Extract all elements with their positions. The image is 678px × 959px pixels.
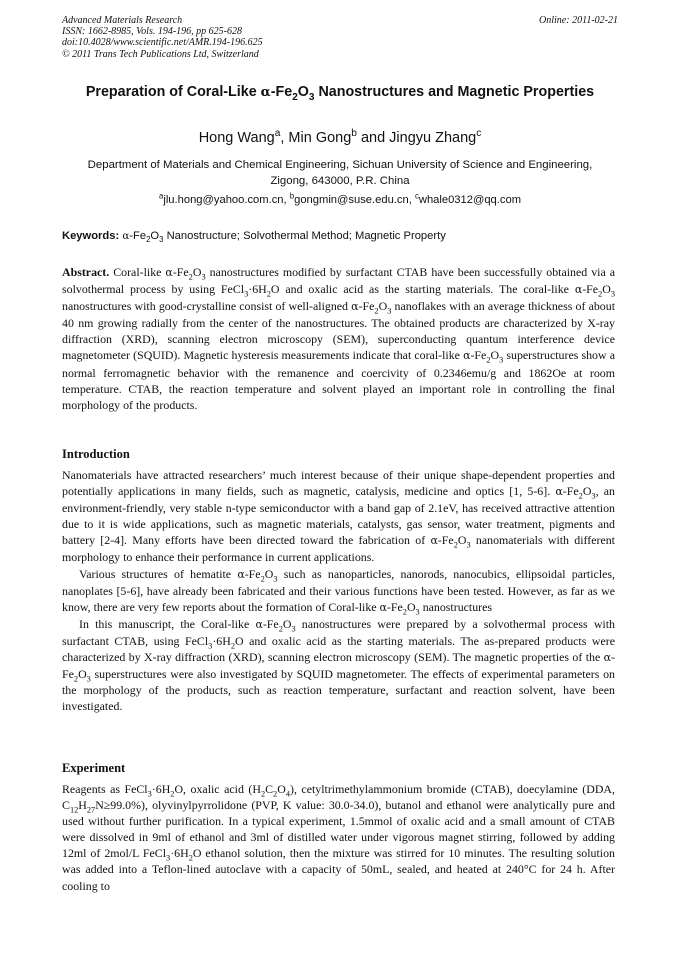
subscript: 3 [166, 853, 171, 863]
subscript: 4 [285, 789, 290, 799]
subscript: 2 [266, 289, 271, 299]
alpha-symbol: α [603, 651, 612, 665]
paragraph-text: O [264, 566, 274, 581]
abstract-text: O [490, 348, 500, 363]
paragraph-text: O [277, 782, 286, 796]
paragraph-text: O [282, 616, 292, 631]
author-name: Hong Wang [198, 130, 275, 146]
keyword-text: -Fe [129, 230, 147, 242]
paragraph-text: O, oxalic acid (H [174, 782, 261, 796]
paragraph-text: C [265, 782, 274, 796]
subscript: 3 [387, 306, 392, 316]
author-emails [62, 193, 618, 207]
subscript: 2 [188, 272, 193, 282]
superscript: a [274, 128, 281, 140]
abstract-text: superstructures show a normal ferromagnetic behavior with the remanence and coercivity of 0.2346emu/g and 1862Oe at room temperature. CTAB, the reaction temperature and solvent played an important role in controlling the final morphology of the products. [62, 348, 615, 412]
subscript: 2 [486, 355, 491, 365]
section-heading-introduction: Introduction [62, 447, 130, 461]
subscript: 3 [591, 491, 596, 501]
alpha-symbol: α [463, 349, 471, 363]
subscript: 3 [244, 289, 249, 299]
title-text: -Fe [270, 84, 293, 100]
paragraph-text: nanostructures were prepared by a solvothermal process with surfactant CTAB, using FeCl [62, 616, 615, 648]
subscript: 2 [598, 289, 603, 299]
superscript: b [351, 128, 357, 140]
subscript: 2 [273, 789, 278, 799]
paragraph-text: N≥99.0%), olyvinylpyrrolidone (PVP, K value: 30.0-34.0), butanol and ethanol were analytically pure and used without further purification. In a typical experiment, 1.5mmol of oxalic acid and a small amount of CTAB were dissolved in 9ml of ethanol and 3ml of distilled water under vigorous magnet stirring, followed by adding 12ml of 2mol/L FeCl [62, 798, 615, 861]
subscript: 27 [86, 805, 96, 815]
keywords [62, 229, 618, 243]
subscript: 2 [402, 607, 407, 617]
abstract-text: O [378, 299, 388, 314]
keywords-label: Keywords: [62, 230, 120, 242]
affiliation-line: Zigong, 643000, P.R. China [270, 175, 410, 187]
subscript: 2 [170, 789, 175, 799]
introduction-section [62, 467, 615, 714]
superscript: a [158, 191, 164, 201]
subscript: 2 [292, 91, 298, 103]
alpha-symbol: α [351, 300, 359, 314]
keyword-text: O [150, 230, 160, 242]
paragraph-text: O [78, 667, 87, 682]
paragraph-text: Reagents as FeCl [62, 782, 148, 796]
subscript: 2 [278, 624, 283, 634]
publication-header [62, 15, 618, 60]
title-text: O [297, 84, 309, 100]
author-name: , Min Gong [280, 130, 352, 146]
paragraph-text: O [406, 599, 416, 614]
section-heading-experiment: Experiment [62, 761, 126, 775]
subscript: 3 [159, 235, 164, 245]
subscript: 3 [466, 540, 471, 550]
experiment-section [62, 781, 615, 894]
alpha-symbol: α [379, 600, 387, 614]
online-date: Online: 2011-02-21 [539, 15, 618, 26]
copyright-line: © 2011 Trans Tech Publications Ltd, Switzerland [62, 48, 259, 60]
paragraph-text: H [78, 798, 87, 813]
paragraph-text: , an environment-friendly, very stable n-type semiconductor with a band gap of 2.1eV, has received attractive attention due to it is wide applications, such as magnetic materials, catalysts, gas sensor, water treatment, pigments and battery [2-4]. Many efforts have been directed toward the fabrication of [62, 484, 616, 548]
abstract-text: ·6H [248, 282, 267, 297]
abstract-text: nanostructures modified by surfactant CTAB have been successfully obtained via a solvothermal process by using FeCl [62, 265, 615, 297]
paragraph [62, 467, 615, 566]
subscript: 3 [499, 355, 504, 365]
subscript: 3 [415, 607, 420, 617]
subscript: 3 [291, 624, 296, 634]
subscript: 3 [201, 272, 206, 282]
paragraph-text: Various structures of hematite [79, 566, 238, 581]
abstract [62, 264, 615, 413]
journal-name: Advanced Materials Research [62, 15, 183, 26]
abstract-text: nanoflakes with an average thickness of about 40 nm growing radially from the center of the nanostructures. The obtained products are characterized by X-ray diffraction (XRD), scanning electron microscopy (SEM), superconducting quantum interference device magnetometer (SQUID). Magnetic hysteresis measurements indicate that coral-like [62, 299, 615, 363]
subscript: 12 [69, 805, 79, 815]
subscript: 3 [308, 91, 315, 103]
subscript: 2 [230, 641, 235, 651]
subscript: 2 [73, 674, 79, 684]
superscript: c [476, 128, 482, 140]
title-text: Nanostructures and Magnetic Properties [314, 84, 595, 100]
paper-title [62, 83, 618, 103]
paragraph-text: O [582, 484, 592, 499]
paragraph-text: In this manuscript, the Coral-like [79, 616, 256, 631]
title-text: Preparation of Coral-Like [85, 84, 261, 100]
abstract-text: O and oxalic acid as the starting materials. The coral-like [270, 282, 575, 297]
abstract-text: -Fe [470, 348, 487, 363]
paragraph-text: such as nanoparticles, nanorods, nanocubics, ellipsoidal particles, nanoplates [5-6], have already been fabricated and their various functions have been tested. However, as far as we know, there are very few reports about the formation of Coral-like [62, 566, 615, 614]
paragraph [62, 566, 615, 616]
subscript: 3 [147, 789, 152, 799]
paragraph-text: O ethanol solution, then the mixture was stirred for 10 minutes. The resulting solution was added into a Teflon-lined autoclave with a capacity of 50mL, sealed, and heated at 240°C for 24 h. After cooling to [62, 846, 615, 893]
affiliation [62, 157, 618, 189]
issn-line: ISSN: 1662-8985, Vols. 194-196, pp 625-628 [62, 26, 242, 38]
paragraph-text: -Fe [262, 616, 279, 631]
subscript: 2 [260, 573, 265, 583]
alpha-symbol: α [555, 485, 563, 499]
abstract-text: -Fe [172, 265, 189, 279]
paragraph-text: O [457, 533, 467, 548]
abstract-label: Abstract. [62, 265, 110, 279]
paragraph-text: O and oxalic acid as the starting materials. The as-prepared products were characterized by X-ray diffraction (XRD), scanning electron microscopy (SEM). The magnetic properties of the [62, 633, 615, 665]
subscript: 3 [208, 641, 213, 651]
paragraph-text: Nanomaterials have attracted researchers’ much interest because of their unique shape-dependent properties and potentially applications in many fields, such as magnetic, catalysis, medicine and optics [1, 5-6]. [62, 468, 615, 499]
abstract-text: nanostructures with good-crystalline consist of well-aligned [62, 299, 352, 314]
abstract-text: -Fe [582, 282, 599, 297]
author-name: and Jingyu Zhang [356, 130, 477, 146]
alpha-symbol: α [237, 567, 245, 581]
subscript: 3 [273, 573, 278, 583]
keyword-text: Nanostructure; Solvothermal Method; Magnetic Property [163, 230, 446, 242]
alpha-symbol: α [165, 266, 173, 279]
alpha-symbol: α [260, 85, 271, 100]
alpha-symbol: α [122, 230, 130, 242]
paragraph-text: ·6H [212, 633, 231, 648]
subscript: 3 [86, 674, 91, 684]
superscript: b [289, 191, 295, 201]
alpha-symbol: α [574, 283, 583, 297]
subscript: 2 [146, 235, 151, 245]
email-text: whale0312@qq.com [418, 194, 522, 206]
alpha-symbol: α [255, 617, 263, 631]
abstract-text: O [602, 282, 611, 297]
email-text: jlu.hong@yahoo.com.cn, [163, 194, 290, 206]
paragraph-text: -Fe [244, 566, 261, 581]
paragraph-text: ·6H [151, 782, 171, 796]
paragraph-text: nanostructures [419, 599, 493, 614]
abstract-text: O [192, 265, 202, 279]
paragraph-text: superstructures were also investigated by SQUID magnetometer. The effects of experimental parameters on the morphology of the products, such as reaction temperature, surfactant and reaction solvent, have been investigated. [62, 667, 615, 714]
subscript: 2 [188, 853, 193, 863]
doi-line: doi:10.4028/www.scientific.net/AMR.194-196.625 [62, 37, 263, 49]
paragraph [62, 616, 615, 715]
author-list [62, 129, 618, 147]
subscript: 2 [374, 306, 379, 316]
paragraph-text: -Fe [437, 533, 454, 548]
subscript: 2 [578, 491, 583, 501]
paragraph-text: ), cetyltrimethylammonium bromide (CTAB), doecylamine (DDA, C [62, 782, 615, 813]
subscript: 3 [610, 289, 615, 299]
email-text: gongmin@suse.edu.cn, [294, 194, 415, 206]
paragraph-text: -Fe [62, 650, 615, 682]
superscript: c [414, 191, 419, 201]
paragraph [62, 781, 615, 894]
paragraph-text: -Fe [386, 599, 403, 614]
abstract-text: -Fe [358, 299, 375, 314]
paragraph-text: -Fe [562, 484, 579, 499]
affiliation-line: Department of Materials and Chemical Engineering, Sichuan University of Science and Engineering, [87, 159, 593, 171]
alpha-symbol: α [430, 534, 438, 548]
paragraph-text: ·6H [170, 846, 189, 861]
subscript: 2 [260, 789, 266, 799]
abstract-text: Coral-like [109, 265, 166, 279]
subscript: 2 [453, 540, 458, 550]
paragraph-text: nanomaterials with different morphology to enhance their performance in current applications. [62, 533, 615, 565]
